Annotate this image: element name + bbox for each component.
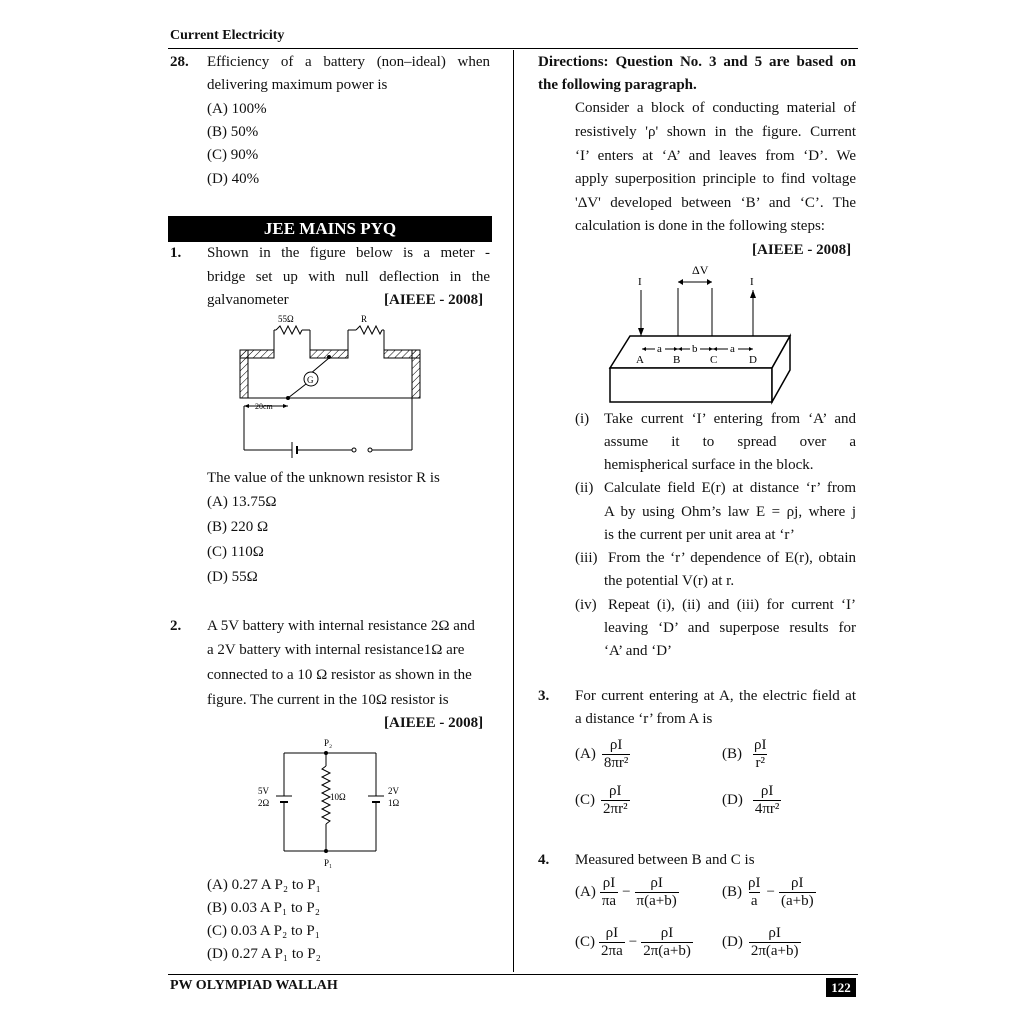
fig3-point-b: B xyxy=(673,354,681,366)
fig2-battery1-voltage: 5V xyxy=(258,786,269,796)
q1-option-d: (D) 55Ω xyxy=(207,569,258,585)
fig3-point-c: C xyxy=(710,354,718,366)
step-i-line-3: hemispherical surface in the block. xyxy=(604,457,814,473)
fig3-b-label: b xyxy=(692,343,698,355)
q1-line-2: bridge set up with null deflection in the xyxy=(207,269,490,285)
fig1-length-label: 20cm xyxy=(255,402,273,411)
q2-option-c: (C) 0.03 A P₂ to P₁ xyxy=(207,923,320,939)
q4-option-c: (C) $\frac{\rho I}{2\pi a}$ − $\frac{\rho I}{2\pi(a+b)}$ xyxy=(575,925,691,959)
step-i-line-1: Take current ‘I’ entering from ‘A’ and xyxy=(604,411,856,427)
q28-option-c: (C) 90% xyxy=(207,147,259,163)
q1-question: The value of the unknown resistor R is xyxy=(207,470,440,486)
page-header: Current Electricity xyxy=(170,28,285,43)
fig3-dv-label: ΔV xyxy=(692,263,709,277)
q3-line-1: For current entering at A, the electric field at xyxy=(575,688,856,704)
step-iv-label: (iv) xyxy=(575,597,597,613)
q2-line-2: a 2V battery with internal resistance1Ω are xyxy=(207,642,465,658)
q3-option-a: (A) $\frac{\rho I}{\text{8πr²}}$ xyxy=(575,737,629,771)
fig1-resistor2-label: R xyxy=(361,314,368,324)
fig3-block-front xyxy=(610,368,772,402)
fig3-point-d: D xyxy=(749,354,757,366)
directions-para-5: 'ΔV' developed between ‘B’ and ‘C’. The xyxy=(575,195,856,211)
q28-number: 28. xyxy=(170,54,189,70)
q4-line-1: Measured between B and C is xyxy=(575,852,755,868)
directions-heading-1: Directions: Question No. 3 and 5 are based on xyxy=(538,54,856,70)
fig2-battery2-resistance: 1Ω xyxy=(388,798,400,808)
q1-option-a: (A) 13.75Ω xyxy=(207,494,277,510)
directions-para-3: ‘I’ enters at ‘A’ and leaves from ‘D’. We xyxy=(575,148,856,164)
step-iii-line-2: the potential V(r) at r. xyxy=(604,573,735,589)
step-iii-line-1: From the ‘r’ dependence of E(r), obtain xyxy=(608,550,856,566)
q3-option-b: (B) $\frac{\rho I}{\text{r²}}$ xyxy=(722,737,767,771)
q2-line-1: A 5V battery with internal resistance 2Ω and xyxy=(207,618,475,634)
fig3-a1-label: a xyxy=(657,343,662,355)
step-ii-line-2: A by using Ohm’s law E = ρj, where j xyxy=(604,504,856,520)
q28-option-a: (A) 100% xyxy=(207,101,267,117)
q2-option-d: (D) 0.27 A P₁ to P₂ xyxy=(207,946,321,962)
column-divider xyxy=(513,50,514,972)
q28-option-b: (B) 50% xyxy=(207,124,259,140)
q1-number: 1. xyxy=(170,245,182,261)
header-rule xyxy=(168,48,858,49)
fig2-battery1-resistance: 2Ω xyxy=(258,798,270,808)
step-i-label: (i) xyxy=(575,411,590,427)
fig2-p2-label: P₂ xyxy=(324,738,333,748)
step-iii-label: (iii) xyxy=(575,550,598,566)
q1-option-c: (C) 110Ω xyxy=(207,544,264,560)
directions-heading-2: the following paragraph. xyxy=(538,77,697,93)
directions-tag: [AIEEE - 2008] xyxy=(752,242,852,258)
directions-para-2: resistively 'ρ' shown in the figure. Current xyxy=(575,124,856,140)
step-ii-line-1: Calculate field E(r) at distance ‘r’ from xyxy=(604,480,856,496)
q2-option-a: (A) 0.27 A P₂ to P₁ xyxy=(207,877,321,893)
footer-brand: PW OLYMPIAD WALLAH xyxy=(170,978,338,993)
q2-tag: [AIEEE - 2008] xyxy=(384,715,484,731)
directions-para-4: apply superposition principle to find voltage xyxy=(575,171,856,187)
directions-para-6: calculation is done in the following steps: xyxy=(575,218,825,234)
fig1-g-label: G xyxy=(307,375,314,385)
fig3-current-out-label: I xyxy=(750,276,754,288)
q3-number: 3. xyxy=(538,688,550,704)
page-number: 122 xyxy=(826,978,856,997)
fig2-battery2-voltage: 2V xyxy=(388,786,399,796)
q4-option-b: (B) $\frac{\rho I}{a}$ − $\frac{\rho I}{(a+b)}$ xyxy=(722,875,814,909)
q1-tag: [AIEEE - 2008] xyxy=(384,292,484,308)
footer-rule xyxy=(168,974,858,975)
fig1-resistor2 xyxy=(356,326,382,334)
conducting-block-figure xyxy=(600,260,860,406)
step-i-line-2: assume it to spread over a xyxy=(604,434,856,450)
q1-line-1: Shown in the figure below is a meter - xyxy=(207,245,490,261)
q1-option-b: (B) 220 Ω xyxy=(207,519,269,535)
q2-line-4: figure. The current in the 10Ω resistor is xyxy=(207,692,449,708)
q4-option-d: (D) $\frac{\rho I}{2\pi(a+b)}$ xyxy=(722,925,799,959)
q28-line-2: delivering maximum power is xyxy=(207,77,388,93)
fig2-p1-label: P₁ xyxy=(324,858,333,868)
q4-option-a: (A) $\frac{\rho I}{\pi a}$ − $\frac{\rho I}{\pi(a+b)}$ xyxy=(575,875,677,909)
q28-line-1: Efficiency of a battery (non–ideal) when xyxy=(207,54,490,70)
fig3-point-a: A xyxy=(636,354,644,366)
q2-option-b: (B) 0.03 A P₁ to P₂ xyxy=(207,900,320,916)
q3-option-c: (C) $\frac{\rho I}{\text{2πr²}}$ xyxy=(575,783,628,817)
q2-number: 2. xyxy=(170,618,182,634)
q4-number: 4. xyxy=(538,852,550,868)
step-ii-label: (ii) xyxy=(575,480,594,496)
meter-bridge-figure xyxy=(230,310,430,470)
fig1-resistor1-label: 55Ω xyxy=(278,314,294,324)
fig2-resistor-label: 10Ω xyxy=(330,792,346,802)
step-iv-line-2: leaving ‘D’ and superpose results for xyxy=(604,620,856,636)
step-ii-line-3: is the current per unit area at ‘r’ xyxy=(604,527,795,543)
q3-line-2: a distance ‘r’ from A is xyxy=(575,711,713,727)
fig3-a2-label: a xyxy=(730,343,735,355)
fig1-resistor1 xyxy=(276,326,302,334)
two-battery-circuit-figure xyxy=(252,736,412,870)
q2-line-3: connected to a 10 Ω resistor as shown in the xyxy=(207,667,472,683)
q3-option-d: (D) $\frac{\rho I}{\text{4πr²}}$ xyxy=(722,783,780,817)
q1-line-3: galvanometer xyxy=(207,292,289,308)
q28-option-d: (D) 40% xyxy=(207,171,260,187)
fig2-resistor xyxy=(322,766,330,824)
step-iv-line-1: Repeat (i), (ii) and (iii) for current ‘I’ xyxy=(608,597,856,613)
section-banner: JEE MAINS PYQ xyxy=(168,216,492,242)
directions-para-1: Consider a block of conducting material of xyxy=(575,100,856,116)
fig3-current-in-label: I xyxy=(638,276,642,288)
step-iv-line-3: ‘A’ and ‘D’ xyxy=(604,643,673,659)
fig1-key xyxy=(368,448,372,452)
